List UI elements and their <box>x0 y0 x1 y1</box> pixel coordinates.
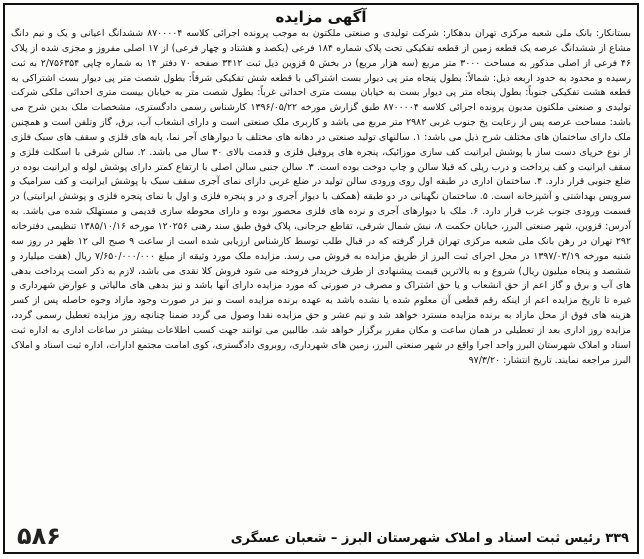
notice-paragraph-description: مساحت عرصه پس از رعایت پخ جنوب غربی ۲۹۸۲ متر مربع می باشد و کاربری ملک صنعتی است و دارای انشعاب آب، برق، گاز وتلفن است و همچنین ملک دارای ساختمان های مختلف شرح ذیل می باشد: ۱. سالنهای تولید صنعتی در دهانه های مختلف با دیوارهای آجر نما، پایه های فلزی و سقف های سبک فلزی از نوع خرپای دست ساز با پوشش ایرانیت کف سازی موزائیک، پنجره های پروفیل فلزی و قدمت بالای ۳۰ سال می باشد. ۲. سالن شرقی با اسکلت فلزی و سقف ایرانیت و کف پرداخت و درب ریلی که قبلا سالن و چاپ دوخت بوده است. ۳. سالن جنبی سالن اصلی با ارتفاع کمتر دارای پوشش لوله و ایرانیت بوده در ضلع جنوبی قرار دارد. ۴. ساختمان اداری در طبقه اول روی ورودی سالن تولید در ضلع غربی دارای نمای آجری سقف سبک با پوشش ایرانیت و کف سرامیک و سرویس بهداشتی و آشپزخانه است. ۵. ساختمان نگهبانی در دو طبقه (همکف با دیوار آجری و در و پنجره فلزی و اول با نمای پنجره فلزی و پوشش ایرانیتی) در قسمت ورودی جنوب غرب قرار دارد. ۶. ملک با دیوارهای آجری و نرده های فلزی محصور بوده و دارای محوطه سازی قدیمی و مستهلک شده می باشد. <box>11 117 631 218</box>
notice-body <box>5 27 637 523</box>
notice-code: ۵۸۶ <box>17 522 61 550</box>
notice-title: آگهی مزایده <box>275 8 367 26</box>
notice-paragraph-terms: به آدرس: قزوین، شهر صنعتی البرز، خیابان حکمت ۸، نبش شمال شرقی، تقاطع جرجانی، پلاک فوق طبق سند رهنی ۱۲۰۲۵۶ مورخه ۱۳۸۵/۱۰/۱۶ تنظیمی دفترخانه ۲۹۲ تهران در رهن بانک ملی شعبه مرکزی تهران قرار گرفته که در قبال طلب توسط کارشناس ارزیابی شده است از ساعت ۹ صبح الی ۱۲ ظهر در روز سه شنبه مورخه ۱۳۹۷/۰۳/۱۹ در محل اجرای ثبت البرز از طریق مزایده به فروش می رسد. مزایده ملک مورد وثیقه از مبلغ ۷/۶۵۰/۰۰۰/۰۰۰ ریال (هفت میلیارد و ششصد و پنجاه میلیون ریال) شروع و به بالاترین قیمت پیشنهادی از طرف خریدار فروخته می شود فروش کلا نقدی می باشد، لازم به ذکر است پرداخت بدهی های آب و برق و گاز اعم از حق انشعاب و یا حق اشتراک و مصرف در صورتی که مورد مزایده دارای آنها باشد و نیز بدهی های مالیاتی و عوارض شهرداری و غیره تا تاریخ مزایده اعم از اینکه رقم قطعی آن معلوم شده یا نشده باشد به عهده برنده مزایده است و نیز در صورت وجود مازاد وجوه حاصله پس از کسر هزینه های فوق از محل مازاد به برنده مزایده مسترد خواهد شد و نیم عشر و حق مزایده نقدا وصول می گردد ضمنا چنانچه روز مزایده تعطیل رسمی گردد، مزایده روز اداری بعد از تعطیلی در همان ساعت و مکان مقرر برگزار خواهد شد. طالبین می توانند جهت کسب اطلاعات بیشتر در ساعات اداری به اداره ثبت اسناد و املاک شهرستان البرز واحد اجرا واقع در شهر صنعتی البرز، زمین های شهرداری، روبروی دادگستری، کوی امامت مجتمع ادارات، اداره ثبت اسناد و املاک البرز مراجعه نمایند. تاریخ انتشار: ۹۷/۳/۲۰ <box>11 206 631 366</box>
auction-notice <box>3 3 639 554</box>
notice-paragraph-property: بستانکار: بانک ملی شعبه مرکزی تهران بدهکار: شرکت تولیدی و صنعتی ملکتون به موجب پرونده اجرائی کلاسه ۸۷۰۰۰۰۴ ششدانگ اعیانی و یک و نیم دانگ مشاع از ششدانگ عرصه یک قطعه زمین از قطعه تفکیکی تحت پلاک شماره ۱۸۴ فرعی (یکصد و هشتاد و چهار فرعی) از ۱۷ اصلی مفروز و مجزی شده از پلاک ۴۶ فرعی از اصلی مذکور به مساحت ۳۰۰۰ متر مربع (سه هزار مربع) در بخش ۵ قزوین ذیل ثبت ۳۴۱۲ صفحه ۷۰ دفتر ۱۴ به شماره چاپی ۲/۷۵۶۳۵۴ به ثبت رسیده و محدود به حدود اربعه ذیل: شمالاً: بطول پنجاه متر پی دیوار بست اشتراکی با قطعه شش تفکیکی شرقاً: بطول شصت متر پی دیوار بست اشتراکی به قطعه هشت تفکیکی جنوباً: بطول پنجاه متر پی دیوار بست به خیابان بیست متری احداثی غرباً: بطول شصت متر به خیابان بیست متری احداثی ملکی شرکت تولیدی و صنعتی ملکتون مدیون پرونده اجرائی کلاسه ۸۷۰۰۰۰۴ طبق گزارش مورخه ۱۳۹۶/۰۵/۲۲ کارشناس رسمی دادگستری، مشخصات ملک بدین شرح می باشد: <box>11 28 631 129</box>
notice-signature: ۳۳۹ رئیس ثبت اسناد و املاک شهرستان البرز – شعبان عسگری <box>230 531 629 546</box>
